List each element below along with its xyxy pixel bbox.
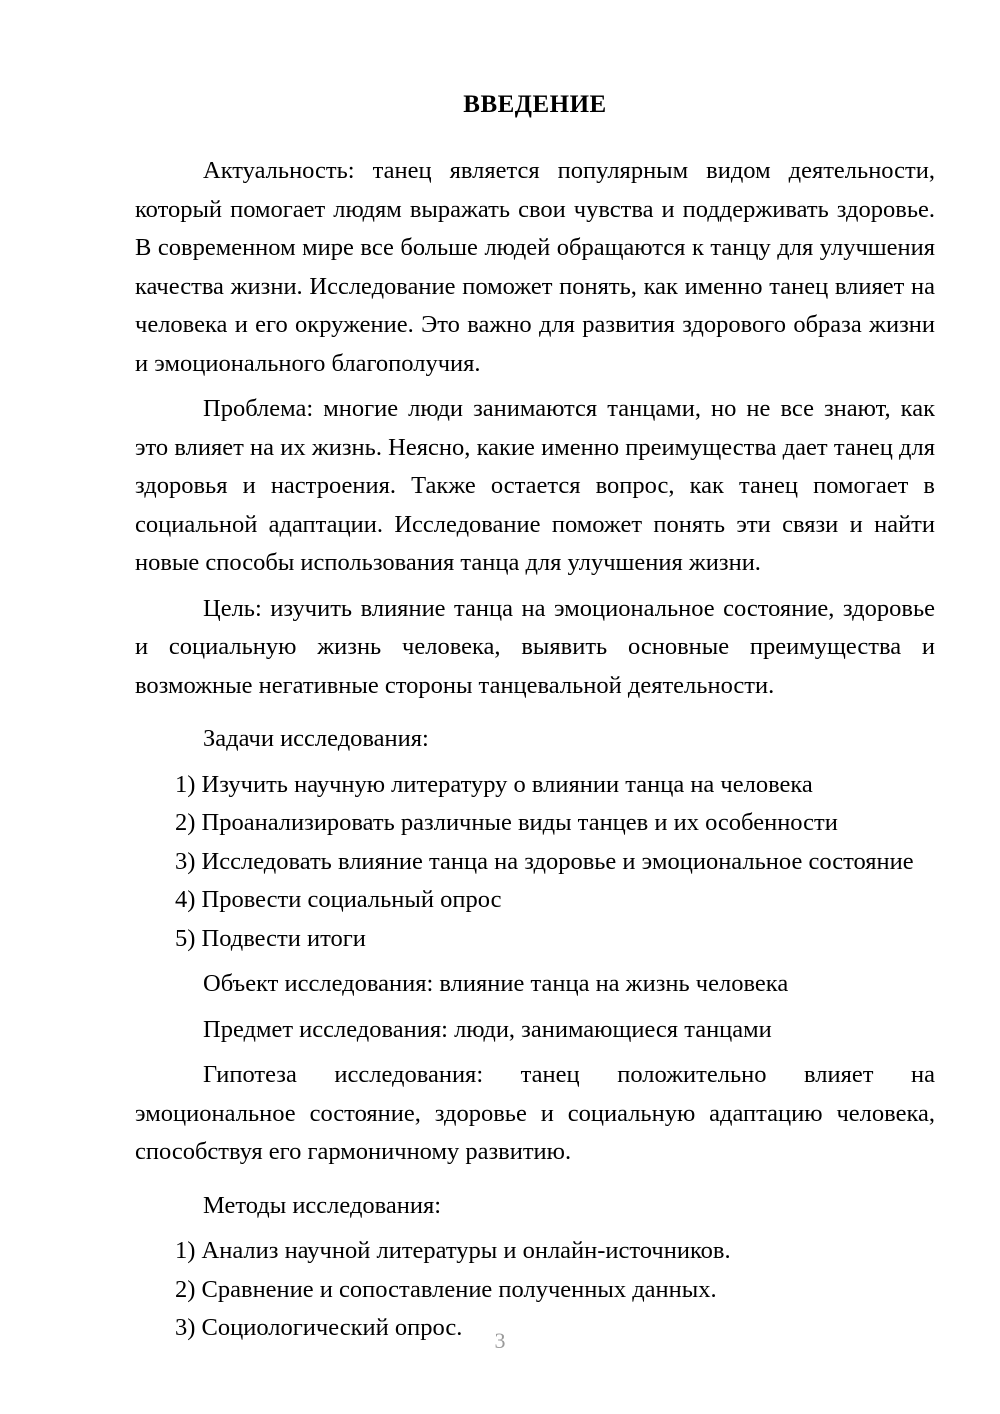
methods-heading: Методы исследования:: [203, 1191, 442, 1219]
paragraph-goal: Цель: изучить влияние танца на эмоциональное состояние, здоровье и социальную жизнь человека, выявить основные преимущества и возможные негативные стороны танцевальной деятельности.: [135, 594, 935, 699]
list-item: 4) Провести социальный опрос: [175, 886, 502, 913]
spacer: [135, 1049, 935, 1056]
spacer: [135, 958, 935, 965]
spacer: [135, 712, 935, 720]
spacer: [135, 1225, 935, 1232]
spacer: [135, 1179, 935, 1187]
list-item: 3) Исследовать влияние танца на здоровье и эмоциональное состояние: [175, 847, 914, 875]
page-number: 3: [494, 1328, 506, 1353]
list-item: 5) Подвести итоги: [175, 924, 366, 952]
list-item: 1) Изучить научную литературу о влиянии танца на человека: [175, 770, 813, 798]
spacer: [135, 1004, 935, 1011]
list-item: 2) Сравнение и сопоставление полученных данных.: [175, 1275, 717, 1303]
tasks-heading: Задачи исследования:: [203, 725, 429, 752]
paragraph-problem: Проблема: многие люди занимаются танцами, но не все знают, как это влияет на их жизнь. Неясно, какие именно преимущества дает танец для здоровья и настроения. Также остается вопрос, как танец помогает в социальной адаптации. Исследование поможет понять эти связи и найти новые способы использования танца для улучшения жизни.: [135, 395, 935, 576]
list-item: 3) Социологический опрос.: [175, 1314, 463, 1341]
paragraph-relevance: Актуальность: танец является популярным видом деятельности, который помогает людям выражать свои чувства и поддерживать здоровье. В современном мире все больше людей обращаются к танцу для улучшения качества жизни. Исследование поможет понять, как именно танец влияет на человека и его окружение. Это важно для развития здорового образа жизни и эмоционального благополучия.: [135, 157, 935, 377]
spacer: [135, 759, 935, 766]
object-of-research: Объект исследования: влияние танца на жизнь человека: [203, 970, 789, 997]
subject-of-research: Предмет исследования: люди, занимающиеся танцами: [203, 1015, 772, 1043]
page-title: ВВЕДЕНИЕ: [463, 91, 607, 118]
list-item: 1) Анализ научной литературы и онлайн-источников.: [175, 1237, 731, 1264]
list-item: 2) Проанализировать различные виды танцев и их особенности: [175, 809, 838, 836]
paragraph-hypothesis: Гипотеза исследования: танец положительно влияет на эмоциональное состояние, здоровье и социальную адаптацию человека, способствуя его гармоничному развитию.: [135, 1061, 935, 1165]
tasks-list: [135, 766, 935, 959]
page-content: [135, 90, 935, 1348]
